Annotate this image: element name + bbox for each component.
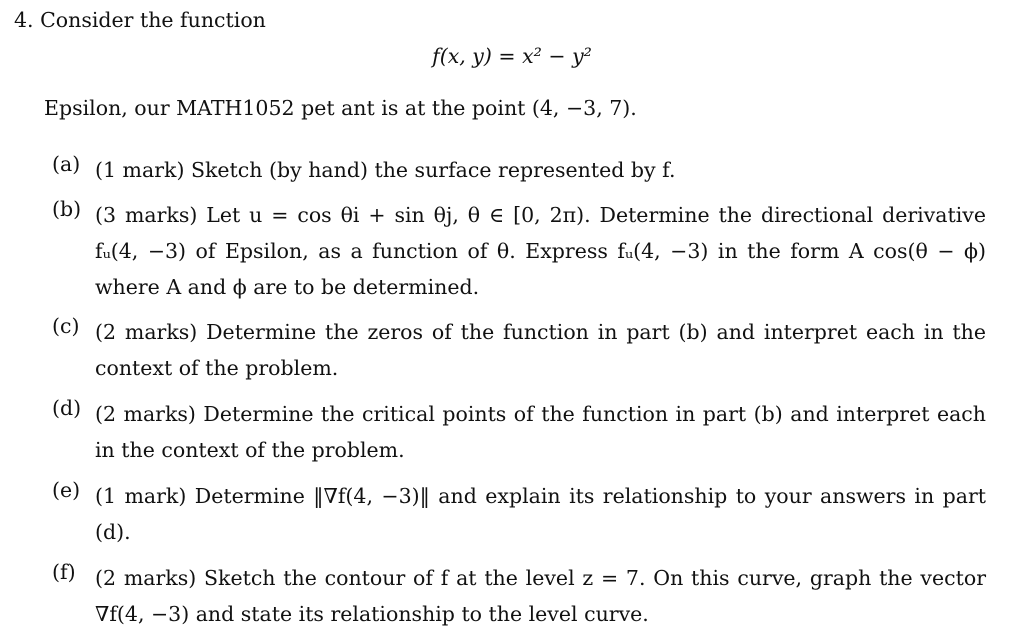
part-line: where A and ϕ are to be determined. <box>95 275 480 299</box>
part-label: (a) <box>52 152 81 176</box>
part-line: ∇f(4, −3) and state its relationship to the level curve. <box>95 602 649 626</box>
part-body <box>95 152 986 188</box>
part-f <box>52 560 986 632</box>
part-line: (d). <box>95 520 131 544</box>
part-d <box>52 396 986 468</box>
part-line: context of the problem. <box>95 356 339 380</box>
part-label: (f) <box>52 560 76 584</box>
part-line: (2 marks) Determine the zeros of the function in part (b) and interpret each in the <box>95 320 986 344</box>
part-line: (2 marks) Sketch the contour of f at the level z = 7. On this curve, graph the vector <box>95 566 986 590</box>
part-body <box>95 197 986 305</box>
part-line: (3 marks) Let u = cos θi + sin θj, θ ∈ [0, 2π). Determine the directional derivative <box>95 203 986 227</box>
question-header <box>14 8 266 32</box>
part-a <box>52 152 986 188</box>
part-label: (e) <box>52 478 81 502</box>
part-e <box>52 478 986 550</box>
part-line: (1 mark) Sketch (by hand) the surface represented by f. <box>95 158 676 182</box>
part-line: in the context of the problem. <box>95 438 405 462</box>
part-label: (d) <box>52 396 82 420</box>
part-c <box>52 314 986 386</box>
function-equation: f(x, y) = x² − y² <box>432 44 592 68</box>
question-title: Consider the function <box>40 8 266 32</box>
part-body <box>95 478 986 550</box>
part-label: (c) <box>52 314 80 338</box>
part-line: (1 mark) Determine ‖∇f(4, −3)‖ and explain its relationship to your answers in part <box>95 484 986 508</box>
part-b <box>52 197 986 305</box>
part-body <box>95 560 986 632</box>
intro-text: Epsilon, our MATH1052 pet ant is at the point (4, −3, 7). <box>44 96 637 120</box>
part-line: fᵤ(4, −3) of Epsilon, as a function of θ. Express fᵤ(4, −3) in the form A cos(θ − ϕ) <box>95 239 986 263</box>
part-label: (b) <box>52 197 82 221</box>
part-body <box>95 314 986 386</box>
part-line: (2 marks) Determine the critical points of the function in part (b) and interpret each <box>95 402 986 426</box>
question-number: 4. <box>14 8 34 32</box>
part-body <box>95 396 986 468</box>
